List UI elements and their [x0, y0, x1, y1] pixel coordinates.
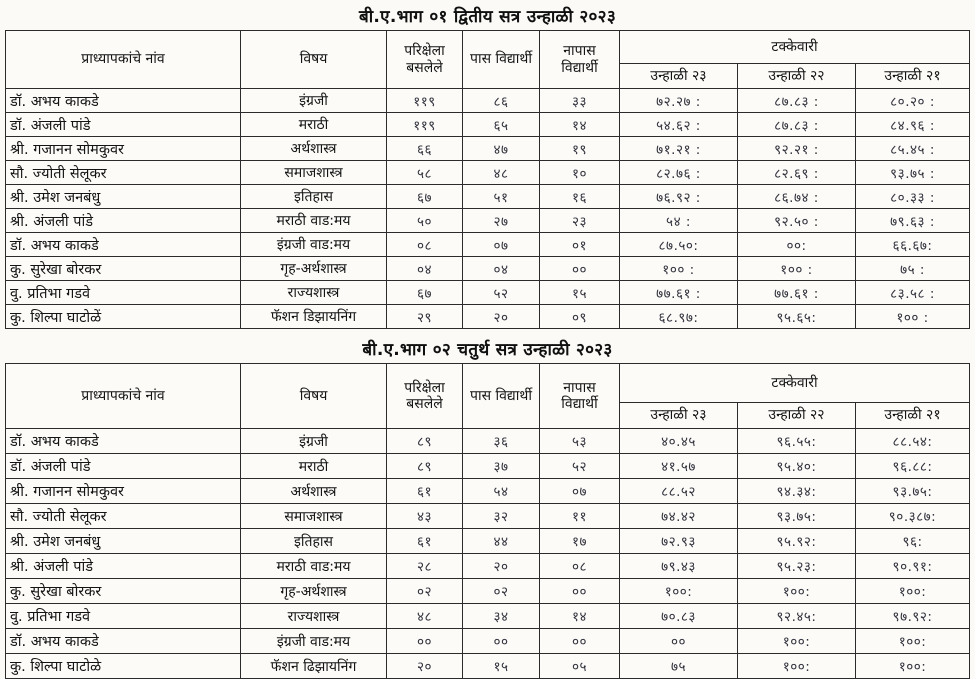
passed-count-cell: ४७ [463, 137, 540, 161]
pct-summer21-cell: १००: [856, 629, 970, 654]
professor-name-cell: श्री. गजानन सोमकुवर [6, 137, 241, 161]
failed-count-cell: ०८ [540, 554, 620, 579]
appeared-count-cell: ११९ [387, 89, 463, 113]
passed-count-cell: ०४ [463, 257, 540, 281]
pct-summer22-cell: ७७.६१ : [738, 281, 856, 305]
professor-name-cell: श्री. गजानन सोमकुवर [6, 479, 241, 504]
pct-summer23-cell: ७०.८३ [620, 604, 738, 629]
professor-name-cell: सौ. ज्योती सेलूकर [6, 504, 241, 529]
pct-summer23-cell: ७९.४३ [620, 554, 738, 579]
pct-summer22-cell: १०० : [738, 257, 856, 281]
failed-count-cell: ०० [540, 629, 620, 654]
professor-name-cell: सौ. ज्योती सेलूकर [6, 161, 241, 185]
subject-cell: इंग्रजी वाड:मय [241, 629, 387, 654]
failed-count-cell: १० [540, 161, 620, 185]
professor-name-cell: कु. शिल्पा घाटोळें [6, 305, 241, 329]
professor-name-cell: डॉ. अंजली पांडे [6, 454, 241, 479]
pct-summer23-cell: ८२.७६ : [620, 161, 738, 185]
pct-summer22-cell: ९६.५५: [738, 429, 856, 454]
pct-summer23-cell: ७१.२१ : [620, 137, 738, 161]
pct-summer22-cell: ८७.८३ : [738, 113, 856, 137]
pct-summer22-cell: ९५.४०: [738, 454, 856, 479]
passed-count-cell: ०० [463, 629, 540, 654]
col-header-year-1: उन्हाळी २२ [738, 64, 856, 89]
appeared-count-cell: ६७ [387, 281, 463, 305]
col-header-name: प्राध्यापकांचे नांव [6, 364, 241, 429]
table-section-part1 [0, 0, 975, 329]
subject-cell: मराठी [241, 113, 387, 137]
col-header-percentage: टक्केवारी [620, 364, 970, 403]
professor-name-cell: श्री. उमेश जनबंधु [6, 529, 241, 554]
table-row [6, 479, 970, 504]
failed-count-cell: ०९ [540, 305, 620, 329]
failed-count-cell: १५ [540, 281, 620, 305]
pct-summer23-cell: ७२.९३ [620, 529, 738, 554]
table-row [6, 281, 970, 305]
table-row [6, 113, 970, 137]
pct-summer23-cell: ५४.६२ : [620, 113, 738, 137]
appeared-count-cell: ६१ [387, 529, 463, 554]
professor-name-cell: वु. प्रतिभा गडवे [6, 281, 241, 305]
passed-count-cell: ३४ [463, 604, 540, 629]
appeared-count-cell: २८ [387, 554, 463, 579]
appeared-count-cell: ०८ [387, 233, 463, 257]
failed-count-cell: १७ [540, 529, 620, 554]
failed-count-cell: १६ [540, 185, 620, 209]
col-header-subject: विषय [241, 31, 387, 89]
pct-summer21-cell: १००: [856, 654, 970, 679]
pct-summer22-cell: १००: [738, 629, 856, 654]
professor-name-cell: डॉ. अभय काकडे [6, 629, 241, 654]
passed-count-cell: ३२ [463, 504, 540, 529]
table-row [6, 629, 970, 654]
professor-name-cell: डॉ. अभय काकडे [6, 89, 241, 113]
passed-count-cell: ५२ [463, 281, 540, 305]
col-header-year-0: उन्हाळी २३ [620, 64, 738, 89]
appeared-count-cell: २० [387, 654, 463, 679]
professor-name-cell: डॉ. अभय काकडे [6, 429, 241, 454]
table-row [6, 137, 970, 161]
table-row [6, 257, 970, 281]
subject-cell: मराठी वाड:मय [241, 554, 387, 579]
pct-summer22-cell: १००: [738, 579, 856, 604]
pct-summer22-cell: ९२.५० : [738, 209, 856, 233]
passed-count-cell: ३७ [463, 454, 540, 479]
subject-cell: अर्थशास्त्र [241, 137, 387, 161]
failed-count-cell: ०१ [540, 233, 620, 257]
pct-summer23-cell: १००: [620, 579, 738, 604]
failed-count-cell: ५२ [540, 454, 620, 479]
pct-summer23-cell: ७४.४२ [620, 504, 738, 529]
passed-count-cell: ०७ [463, 233, 540, 257]
col-header-passed: पास विद्यार्थी [463, 31, 540, 89]
subject-cell: अर्थशास्त्र [241, 479, 387, 504]
pct-summer23-cell: ४१.५७ [620, 454, 738, 479]
pct-summer23-cell: ७६.९२ : [620, 185, 738, 209]
passed-count-cell: ५१ [463, 185, 540, 209]
subject-cell: इंग्रजी [241, 89, 387, 113]
table-row [6, 529, 970, 554]
header-row-1 [6, 31, 970, 64]
pct-summer21-cell: ९०.९१: [856, 554, 970, 579]
subject-cell: इतिहास [241, 529, 387, 554]
failed-count-cell: ३३ [540, 89, 620, 113]
table-row [6, 305, 970, 329]
passed-count-cell: ५४ [463, 479, 540, 504]
pct-summer22-cell: ८२.६९ : [738, 161, 856, 185]
pct-summer23-cell: ७२.२७ : [620, 89, 738, 113]
subject-cell: इंग्रजी [241, 429, 387, 454]
pct-summer23-cell: ८७.५०: [620, 233, 738, 257]
passed-count-cell: ६५ [463, 113, 540, 137]
appeared-count-cell: ८९ [387, 454, 463, 479]
pct-summer23-cell: ७५ [620, 654, 738, 679]
pct-summer21-cell: ६६.६७: [856, 233, 970, 257]
failed-count-cell: ०५ [540, 654, 620, 679]
appeared-count-cell: ६१ [387, 479, 463, 504]
subject-cell: समाजशास्त्र [241, 504, 387, 529]
col-header-name: प्राध्यापकांचे नांव [6, 31, 241, 89]
subject-cell: समाजशास्त्र [241, 161, 387, 185]
pct-summer21-cell: ९३.७५ : [856, 161, 970, 185]
table-2-title: बी.ए.भाग ०२ चतुर्थ सत्र उन्हाळी २०२३ [362, 340, 613, 360]
professor-name-cell: कु. सुरेखा बोरकर [6, 257, 241, 281]
professor-name-cell: श्री. अंजली पांडे [6, 209, 241, 233]
col-header-year-2: उन्हाळी २१ [856, 403, 970, 429]
appeared-count-cell: ०० [387, 629, 463, 654]
table-row [6, 89, 970, 113]
appeared-count-cell: ०२ [387, 579, 463, 604]
appeared-count-cell: ८९ [387, 429, 463, 454]
failed-count-cell: ०७ [540, 479, 620, 504]
subject-cell: इतिहास [241, 185, 387, 209]
pct-summer22-cell: १००: [738, 654, 856, 679]
passed-count-cell: ४८ [463, 161, 540, 185]
passed-count-cell: २० [463, 554, 540, 579]
col-header-appeared: परिक्षेला बसलेले [387, 31, 463, 89]
failed-count-cell: ०० [540, 579, 620, 604]
professor-name-cell: कु. शिल्पा घाटोळे [6, 654, 241, 679]
pct-summer21-cell: ८३.५८ : [856, 281, 970, 305]
table-row [6, 554, 970, 579]
failed-count-cell: १९ [540, 137, 620, 161]
header-row-1 [6, 364, 970, 403]
pct-summer22-cell: ९४.३४: [738, 479, 856, 504]
appeared-count-cell: ४८ [387, 604, 463, 629]
passed-count-cell: ४४ [463, 529, 540, 554]
appeared-count-cell: ५८ [387, 161, 463, 185]
failed-count-cell: १४ [540, 113, 620, 137]
appeared-count-cell: ०४ [387, 257, 463, 281]
subject-cell: राज्यशास्त्र [241, 604, 387, 629]
failed-count-cell: १४ [540, 604, 620, 629]
pct-summer21-cell: ८०.२० : [856, 89, 970, 113]
pct-summer22-cell: ००: [738, 233, 856, 257]
pct-summer21-cell: १००: [856, 579, 970, 604]
pct-summer21-cell: ८४.९६ : [856, 113, 970, 137]
table-row [6, 504, 970, 529]
pct-summer22-cell: ९५.९२: [738, 529, 856, 554]
table-row [6, 454, 970, 479]
table-1-title: बी.ए.भाग ०१ द्वितीय सत्र उन्हाळी २०२३ [359, 7, 616, 27]
pct-summer22-cell: ९२.४५: [738, 604, 856, 629]
appeared-count-cell: २९ [387, 305, 463, 329]
appeared-count-cell: ४३ [387, 504, 463, 529]
pct-summer23-cell: ६८.९७: [620, 305, 738, 329]
pct-summer21-cell: ८८.५४: [856, 429, 970, 454]
col-header-appeared: परिक्षेला बसलेले [387, 364, 463, 429]
results-table-part1 [5, 30, 970, 329]
professor-name-cell: डॉ. अभय काकडे [6, 233, 241, 257]
col-header-year-2: उन्हाळी २१ [856, 64, 970, 89]
pct-summer21-cell: ८०.३३ : [856, 185, 970, 209]
table-row [6, 429, 970, 454]
subject-cell: फॅशन ढिझायनिंग [241, 654, 387, 679]
subject-cell: मराठी [241, 454, 387, 479]
subject-cell: मराठी वाड:मय [241, 209, 387, 233]
pct-summer22-cell: ८६.७४ : [738, 185, 856, 209]
appeared-count-cell: ५० [387, 209, 463, 233]
pct-summer23-cell: १०० : [620, 257, 738, 281]
professor-name-cell: श्री. अंजली पांडे [6, 554, 241, 579]
pct-summer23-cell: ८८.५२ [620, 479, 738, 504]
pct-summer21-cell: ९६: [856, 529, 970, 554]
table-row [6, 604, 970, 629]
passed-count-cell: २० [463, 305, 540, 329]
subject-cell: इंग्रजी वाड:मय [241, 233, 387, 257]
table-row [6, 233, 970, 257]
col-header-year-1: उन्हाळी २२ [738, 403, 856, 429]
col-header-passed: पास विद्यार्थी [463, 364, 540, 429]
table-row [6, 185, 970, 209]
subject-cell: गृह-अर्थशास्त्र [241, 579, 387, 604]
pct-summer22-cell: ९५.६५: [738, 305, 856, 329]
col-header-failed: नापास विद्यार्थी [540, 364, 620, 429]
pct-summer21-cell: ७५ : [856, 257, 970, 281]
professor-name-cell: श्री. उमेश जनबंधु [6, 185, 241, 209]
col-header-failed: नापास विद्यार्थी [540, 31, 620, 89]
professor-name-cell: डॉ. अंजली पांडे [6, 113, 241, 137]
appeared-count-cell: ११९ [387, 113, 463, 137]
professor-name-cell: कु. सुरेखा बोरकर [6, 579, 241, 604]
col-header-year-0: उन्हाळी २३ [620, 403, 738, 429]
failed-count-cell: ५३ [540, 429, 620, 454]
table-row [6, 161, 970, 185]
col-header-percentage: टक्केवारी [620, 31, 970, 64]
pct-summer22-cell: ९३.७५: [738, 504, 856, 529]
failed-count-cell: २३ [540, 209, 620, 233]
pct-summer22-cell: ८७.८३ : [738, 89, 856, 113]
pct-summer21-cell: ९६.८८: [856, 454, 970, 479]
appeared-count-cell: ६७ [387, 185, 463, 209]
pct-summer21-cell: ९३.७५: [856, 479, 970, 504]
pct-summer21-cell: ८५.४५ : [856, 137, 970, 161]
appeared-count-cell: ६६ [387, 137, 463, 161]
table-row [6, 209, 970, 233]
table-section-part2 [0, 329, 975, 679]
passed-count-cell: ३६ [463, 429, 540, 454]
pct-summer23-cell: ७७.६१ : [620, 281, 738, 305]
pct-summer23-cell: ०० [620, 629, 738, 654]
pct-summer22-cell: ९२.२१ : [738, 137, 856, 161]
pct-summer23-cell: ४०.४५ [620, 429, 738, 454]
passed-count-cell: ८६ [463, 89, 540, 113]
pct-summer21-cell: १०० : [856, 305, 970, 329]
passed-count-cell: २७ [463, 209, 540, 233]
table-row [6, 579, 970, 604]
pct-summer21-cell: ७९.६३ : [856, 209, 970, 233]
pct-summer23-cell: ५४ : [620, 209, 738, 233]
failed-count-cell: ११ [540, 504, 620, 529]
pct-summer22-cell: ९५.२३: [738, 554, 856, 579]
passed-count-cell: १५ [463, 654, 540, 679]
failed-count-cell: ०० [540, 257, 620, 281]
passed-count-cell: ०२ [463, 579, 540, 604]
col-header-subject: विषय [241, 364, 387, 429]
subject-cell: फॅशन डिझायनिंग [241, 305, 387, 329]
professor-name-cell: वु. प्रतिभा गडवे [6, 604, 241, 629]
subject-cell: राज्यशास्त्र [241, 281, 387, 305]
subject-cell: गृह-अर्थशास्त्र [241, 257, 387, 281]
pct-summer21-cell: ९७.९२: [856, 604, 970, 629]
pct-summer21-cell: ९०.३८७: [856, 504, 970, 529]
results-table-part2 [5, 363, 970, 679]
